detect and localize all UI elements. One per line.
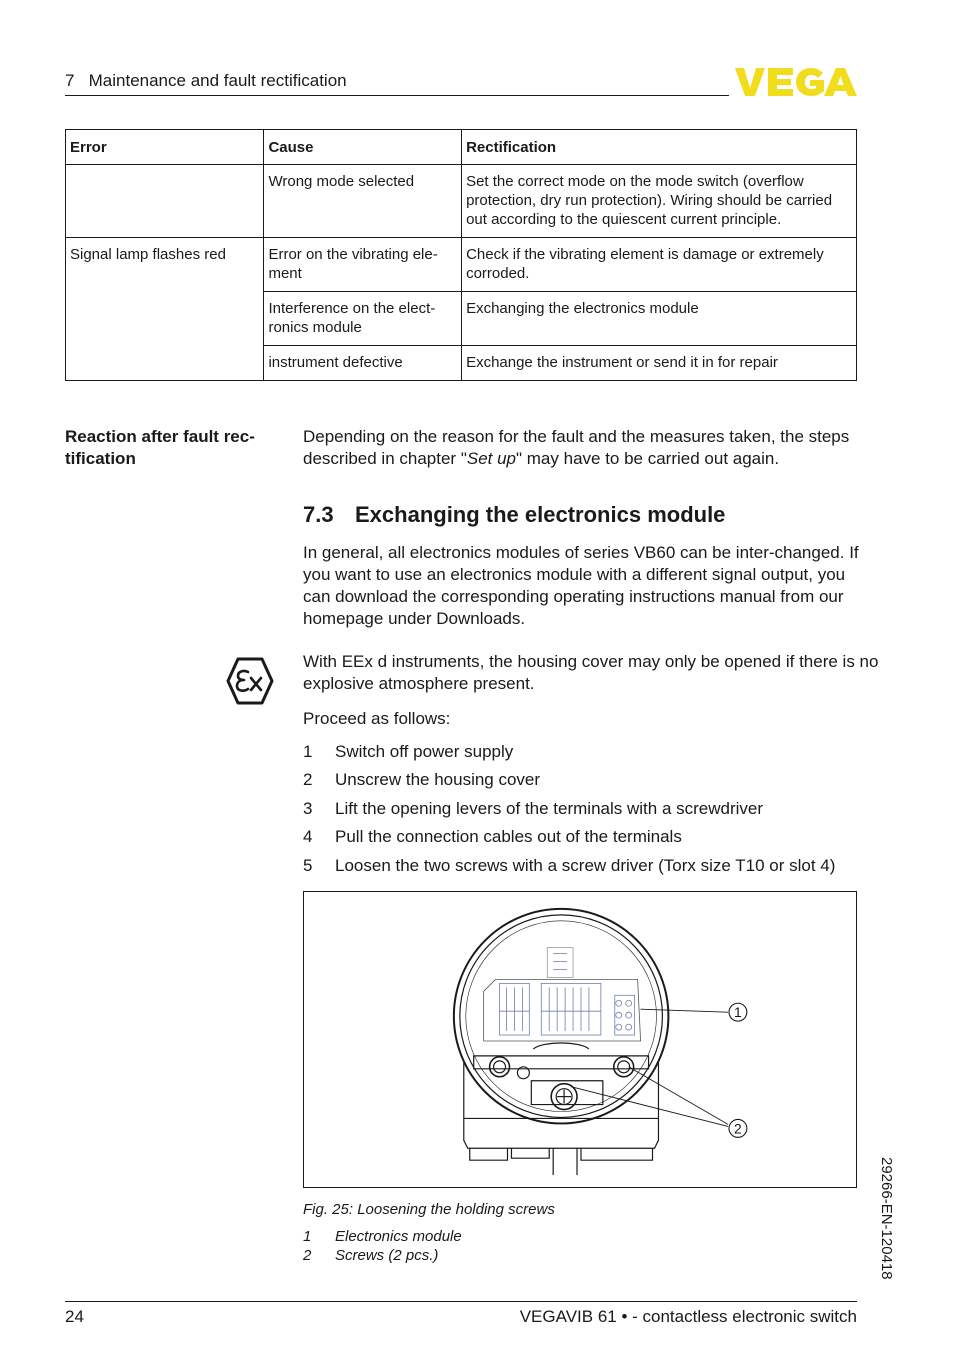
- error-cell: [66, 165, 264, 238]
- error-cell: Signal lamp flashes red: [66, 238, 264, 381]
- list-item: 4 Pull the connection cables out of the terminals: [303, 827, 682, 847]
- proceed-paragraph: Proceed as follows:: [303, 709, 451, 728]
- footer-rule: [65, 1301, 857, 1302]
- header-rule: [65, 95, 729, 96]
- column-header-rectification: Rectification: [462, 130, 857, 165]
- running-header: 7 Maintenance and fault rectification: [65, 71, 347, 90]
- intro-paragraph: In general, all electronics modules of series VB60 can be inter-changed. If you want to use an electronics module with a different signal output, you can download the corresponding operating instructions manual from our homepage under Downloads.: [303, 543, 859, 628]
- ex-note-paragraph: With EEx d instruments, the housing cover may only be opened if there is no explosive atmosphere present.: [303, 652, 879, 693]
- rectification-cell: Check if the vibrating element is damage or extremely corroded.: [462, 238, 857, 292]
- rectification-cell: Exchanging the electronics module: [462, 292, 857, 346]
- reaction-text-end: " may have to be carried out again.: [516, 449, 780, 468]
- list-item: 1 Switch off power supply: [303, 742, 514, 761]
- cause-cell: Error on the vibrating ele-ment: [264, 238, 462, 292]
- figure-caption: Fig. 25: Loosening the holding screws: [303, 1201, 555, 1218]
- vega-logo: [735, 66, 857, 98]
- document-id: 29266-EN-120418: [878, 1157, 895, 1280]
- column-header-cause: Cause: [264, 130, 462, 165]
- reaction-text-start: Depending on the reason for the fault and the measures taken, the steps described in chapter ": [303, 427, 850, 468]
- side-heading-reaction: Reaction after fault rec-tification: [65, 427, 255, 468]
- footer-product-name: VEGAVIB 61 • - contactless electronic switch: [519, 1307, 857, 1326]
- rectification-cell: Exchange the instrument or send it in for repair: [462, 346, 857, 381]
- column-header-error: Error: [66, 130, 264, 165]
- table-row: [66, 165, 857, 238]
- section-title: Exchanging the electronics module: [355, 502, 726, 527]
- section-number: 7.3: [303, 502, 334, 527]
- housing-drawing: [304, 892, 856, 1187]
- steps-list: [303, 741, 873, 883]
- cause-cell: Wrong mode selected: [264, 165, 462, 238]
- page-number: 24: [65, 1307, 84, 1326]
- section-heading: [303, 502, 725, 528]
- list-item: 3 Lift the opening levers of the terminals with a screwdriver: [303, 798, 764, 818]
- list-item: 2 Unscrew the housing cover: [303, 770, 541, 790]
- cause-cell: Interference on the elect-ronics module: [264, 292, 462, 346]
- cause-cell: instrument defective: [264, 346, 462, 381]
- list-item: 2 Screws (2 pcs.): [303, 1247, 439, 1264]
- figure-legend: [303, 1227, 462, 1265]
- ex-explosion-protection-icon: [226, 657, 274, 705]
- fault-table: [65, 129, 857, 381]
- rectification-cell: Set the correct mode on the mode switch (overflow protection, dry run protection). Wiring should be carried out according to the quiescent current principle.: [462, 165, 857, 238]
- callout-1: 1: [734, 1004, 742, 1021]
- reaction-paragraph: [303, 426, 863, 470]
- chapter-reference: Set up: [466, 449, 517, 468]
- list-item: 1 Electronics module: [303, 1228, 462, 1245]
- table-header-row: [66, 130, 857, 165]
- callout-2: 2: [734, 1120, 742, 1137]
- figure-electronics-module: [303, 891, 857, 1188]
- table-row: [66, 238, 857, 292]
- list-item: 5 Loosen the two screws with a screw driver (Torx size T10 or slot 4): [303, 855, 836, 875]
